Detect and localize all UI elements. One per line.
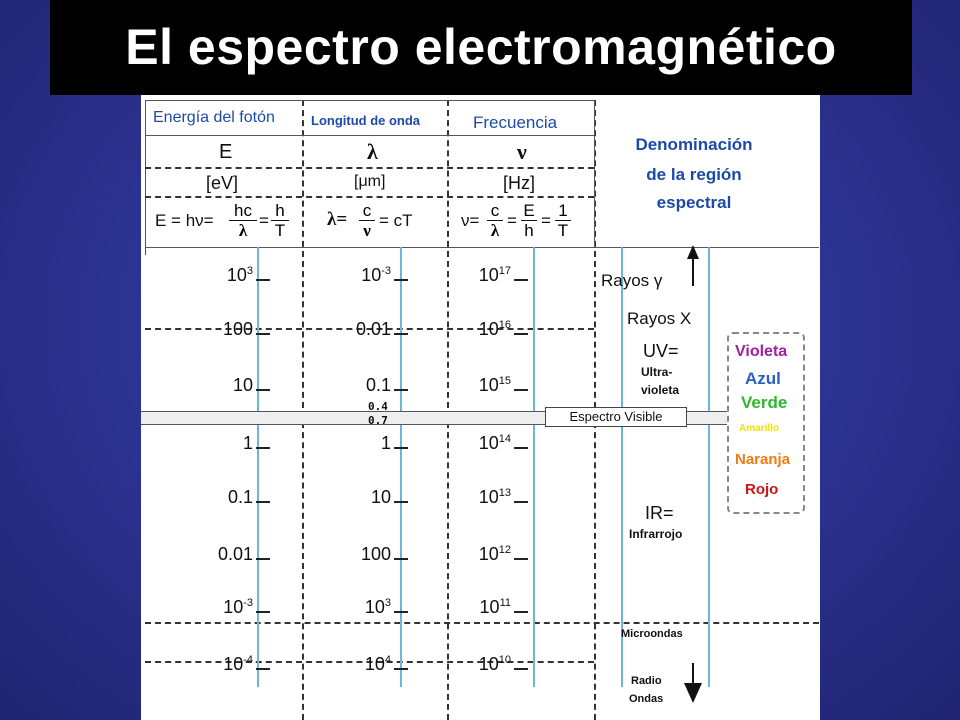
- region-scale-line: [621, 247, 623, 687]
- color-azul: Azul: [745, 369, 781, 388]
- frequency-fraction-e: $\frac{E}{h}$: [521, 201, 537, 240]
- energy-axis-line: [257, 247, 259, 687]
- table-border: [145, 135, 594, 136]
- energy-fraction-h-t: $\frac{h}{T}$: [271, 201, 289, 240]
- column-divider: [447, 100, 449, 720]
- frequency-symbol: ν: [517, 139, 527, 164]
- scale-value-wavelength: $10^4$: [364, 654, 391, 674]
- scale-tick: [514, 447, 528, 449]
- region-ir-sub: Infrarrojo: [629, 527, 683, 541]
- region-uv-sub2: violeta: [641, 383, 680, 397]
- scale-tick: [514, 668, 528, 670]
- column-divider: [302, 100, 304, 720]
- scale-tick: [394, 501, 408, 503]
- scale-tick: [514, 389, 528, 391]
- color-violeta: Violeta: [735, 343, 788, 360]
- region-radio2: Ondas: [629, 693, 664, 705]
- scale-tick: [394, 611, 408, 613]
- arrow-up-icon: [687, 245, 699, 259]
- scale-value-frequency: $10^{13}$: [478, 487, 511, 507]
- scale-value-wavelength: 100: [360, 544, 391, 564]
- arrow-up-shaft: [692, 258, 694, 286]
- header-divider: [145, 196, 594, 198]
- energy-formula-eq: =: [259, 211, 269, 230]
- region-micro: Microondas: [621, 628, 683, 640]
- header-divider: [145, 247, 819, 248]
- wavelength-formula-lhs: λ=: [327, 209, 348, 230]
- header-divider: [145, 167, 594, 169]
- scale-value-energy: 10: [232, 375, 253, 395]
- visible-wl-top: 0.4: [368, 400, 388, 413]
- scale-tick: [256, 668, 270, 670]
- region-xray: Rayos X: [627, 309, 692, 328]
- scale-tick: [394, 389, 408, 391]
- scale-value-energy: 0.1: [227, 487, 253, 507]
- scale-value-frequency: $10^{17}$: [478, 265, 511, 285]
- energy-formula-lhs: E = hν=: [155, 211, 214, 230]
- scale-value-wavelength: $10^3$: [364, 597, 391, 617]
- arrow-down-icon: [684, 683, 702, 703]
- region-ir: IR=: [645, 503, 674, 523]
- scale-tick: [514, 558, 528, 560]
- scale-value-energy: 0.01: [217, 544, 253, 564]
- scale-value-energy: $10^3$: [226, 265, 253, 285]
- scale-tick: [394, 668, 408, 670]
- header-region-line3: espectral: [656, 193, 732, 212]
- scale-tick: [394, 279, 408, 281]
- color-verde: Verde: [741, 393, 788, 412]
- scale-tick: [394, 333, 408, 335]
- color-naranja: Naranja: [735, 451, 791, 468]
- region-uv: UV=: [643, 341, 679, 361]
- scale-value-frequency: $10^{12}$: [478, 544, 511, 564]
- region-scale-line: [708, 247, 710, 687]
- header-region-line2: de la región: [646, 165, 742, 184]
- scale-tick: [514, 501, 528, 503]
- header-frequency: Frecuencia: [473, 113, 558, 132]
- scale-value-wavelength: 1: [380, 433, 391, 453]
- scale-value-wavelength: 0.01: [355, 319, 391, 339]
- frequency-fraction-c: $\frac{c}{\lambda}$: [487, 201, 503, 240]
- region-gamma: Rayos γ: [601, 271, 663, 290]
- energy-symbol: E: [219, 141, 233, 163]
- visible-wl-bottom: 0.7: [368, 414, 388, 427]
- wavelength-axis-line: [400, 247, 402, 687]
- scale-tick: [394, 447, 408, 449]
- scale-value-frequency: $10^{11}$: [479, 597, 511, 617]
- column-divider: [145, 100, 146, 255]
- color-rojo: Rojo: [745, 481, 779, 498]
- region-uv-sub1: Ultra-: [641, 365, 673, 379]
- slide-title: El espectro electromagnético: [125, 19, 837, 75]
- scale-value-frequency: $10^{10}$: [478, 654, 511, 674]
- wavelength-symbol: λ: [367, 139, 378, 164]
- region-border: [594, 100, 595, 247]
- scale-value-energy: $10^{-4}$: [223, 654, 253, 674]
- frequency-fraction-1: $\frac{1}{T}$: [555, 201, 571, 240]
- energy-unit: [eV]: [206, 173, 239, 193]
- spectrum-table: [141, 95, 820, 720]
- scale-value-energy: $10^{-3}$: [223, 597, 253, 617]
- scale-tick: [514, 611, 528, 613]
- scale-value-energy: 1: [242, 433, 253, 453]
- scale-value-wavelength: 10: [370, 487, 391, 507]
- table-border: [145, 100, 594, 101]
- color-amarillo: Amarillo: [739, 423, 780, 434]
- scale-tick: [514, 279, 528, 281]
- energy-fraction-hc: $\frac{hc}{\lambda}$: [229, 201, 257, 240]
- title-bar: [50, 0, 912, 95]
- wavelength-formula-rhs: = cT: [379, 211, 413, 230]
- scale-tick: [256, 558, 270, 560]
- frequency-formula-eq1: =: [507, 211, 517, 230]
- wavelength-fraction: $\frac{c}{\nu}$: [359, 201, 375, 240]
- scale-value-frequency: $10^{16}$: [478, 319, 511, 339]
- frequency-unit: [Hz]: [503, 173, 536, 193]
- header-wavelength: Longitud de onda: [311, 113, 421, 128]
- scale-tick: [514, 333, 528, 335]
- scale-value-frequency: $10^{14}$: [478, 433, 511, 453]
- scale-value-frequency: $10^{15}$: [478, 375, 511, 395]
- scale-value-energy: 100: [222, 319, 253, 339]
- header-energy: Energía del fotón: [153, 109, 275, 126]
- scale-tick: [256, 279, 270, 281]
- scale-tick: [256, 611, 270, 613]
- scale-tick: [256, 501, 270, 503]
- scale-tick: [256, 447, 270, 449]
- row-divider: [145, 622, 819, 624]
- scale-value-wavelength: $10^{-3}$: [361, 265, 391, 285]
- header-region-line1: Denominación: [635, 135, 753, 154]
- region-radio1: Radio: [631, 675, 662, 687]
- scale-value-wavelength: 0.1: [365, 375, 391, 395]
- scale-tick: [256, 333, 270, 335]
- scale-tick: [394, 558, 408, 560]
- scale-tick: [256, 389, 270, 391]
- visible-spectrum-label: Espectro Visible: [545, 407, 687, 427]
- frequency-formula-lhs: ν=: [461, 211, 480, 230]
- frequency-formula-eq2: =: [541, 211, 551, 230]
- wavelength-unit: [μm]: [354, 173, 386, 190]
- frequency-axis-line: [533, 247, 535, 687]
